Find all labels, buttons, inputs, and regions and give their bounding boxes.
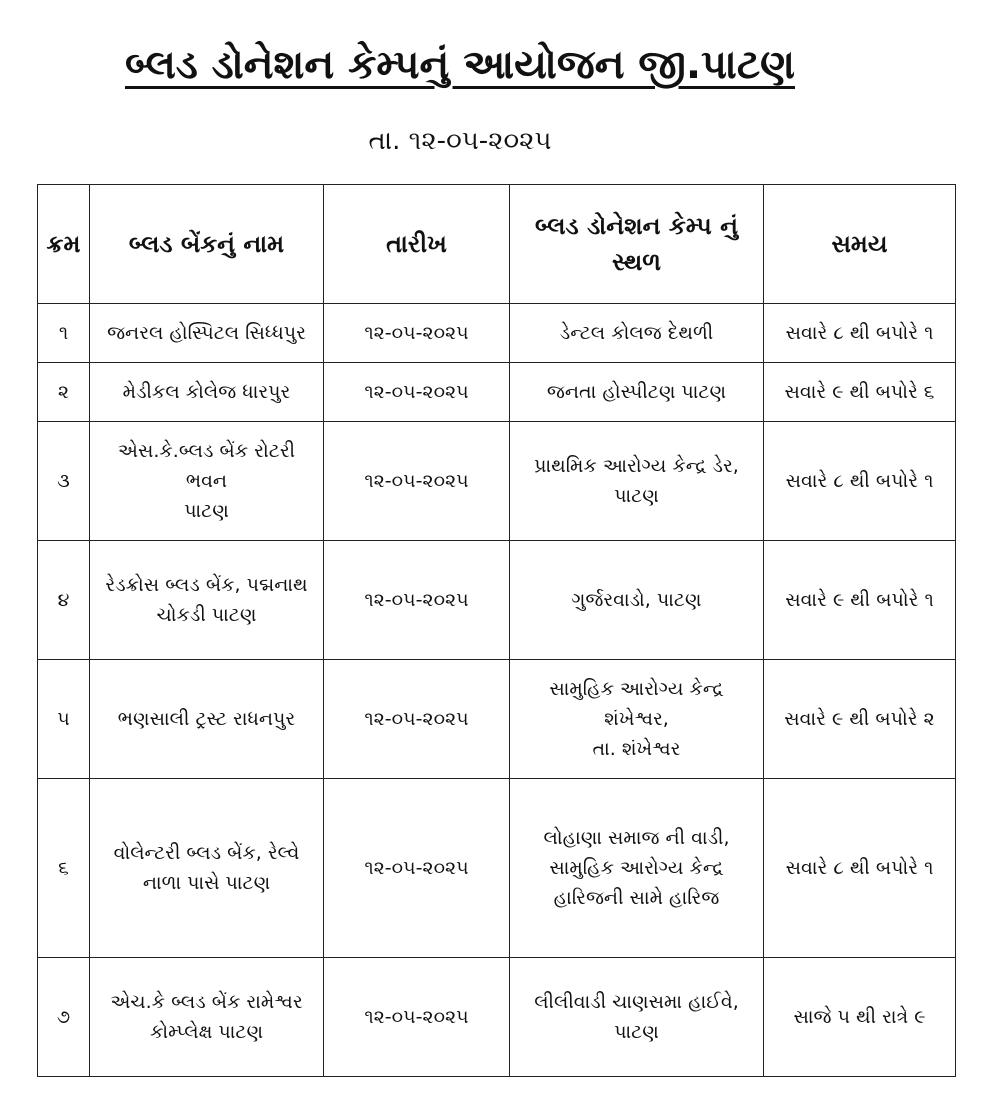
cell-line: તા. શંખેશ્વર xyxy=(592,738,681,760)
row-blood-bank xyxy=(90,304,324,363)
cell-line: પાટણ xyxy=(184,500,229,522)
cell-line: જનરલ હોસ્પિટલ સિધ્ધપુર xyxy=(107,322,306,344)
row-blood-bank xyxy=(90,541,324,660)
table-row xyxy=(38,363,956,422)
cell-line: લોહાણા સમાજ ની વાડી, xyxy=(543,827,730,849)
page-date: તા. ૧૨-૦૫-૨૦૨૫ xyxy=(368,126,552,156)
row-blood-bank xyxy=(90,660,324,779)
row-serial: ૫ xyxy=(38,660,90,779)
row-time: સવારે ૮ થી બપોરે ૧ xyxy=(764,304,956,363)
row-date: ૧૨-૦૫-૨૦૨૫ xyxy=(324,779,510,958)
row-date: ૧૨-૦૫-૨૦૨૫ xyxy=(324,304,510,363)
row-camp-location xyxy=(510,422,764,541)
row-camp-location xyxy=(510,660,764,779)
row-time: સવારે ૮ થી બપોરે ૧ xyxy=(764,422,956,541)
cell-line: એસ.કે.બ્લડ બેંક રોટરી ભવન xyxy=(117,440,296,492)
row-serial: ૧ xyxy=(38,304,90,363)
cell-line: હારિજની સામે હારિજ xyxy=(553,887,720,909)
table-row xyxy=(38,422,956,541)
row-time: સાજે ૫ થી રાત્રે ૯ xyxy=(764,958,956,1077)
cell-line: ડેન્ટલ કોલજ દેથળી xyxy=(559,322,714,344)
row-date: ૧૨-૦૫-૨૦૨૫ xyxy=(324,958,510,1077)
table-row xyxy=(38,541,956,660)
row-camp-location xyxy=(510,304,764,363)
cell-line: એચ.કે બ્લડ બેંક રામેશ્વર xyxy=(110,991,303,1013)
cell-line: લીલીવાડી ચાણસમા હાઈવે, xyxy=(534,991,739,1013)
table-row xyxy=(38,660,956,779)
row-serial: ૨ xyxy=(38,363,90,422)
row-blood-bank xyxy=(90,779,324,958)
row-serial: ૭ xyxy=(38,958,90,1077)
column-header-time: સમય xyxy=(764,185,956,304)
column-header-camp-location: બ્લડ ડોનેશન કેમ્પ નું સ્થળ xyxy=(510,185,764,304)
row-time: સવારે ૯ થી બપોરે ૨ xyxy=(764,660,956,779)
table-row xyxy=(38,779,956,958)
row-serial: ૪ xyxy=(38,541,90,660)
table-row xyxy=(38,958,956,1077)
cell-line: વોલેન્ટરી બ્લડ બેંક, રેલ્વે xyxy=(113,842,300,864)
cell-line: નાળા પાસે પાટણ xyxy=(142,872,271,894)
cell-line: ગુર્જરવાડો, પાટણ xyxy=(571,589,702,611)
row-blood-bank xyxy=(90,422,324,541)
table-header-row xyxy=(38,185,956,304)
row-blood-bank xyxy=(90,363,324,422)
table-row xyxy=(38,304,956,363)
column-header-serial: ક્રમ xyxy=(38,185,90,304)
row-time: સવારે ૯ થી બપોરે ૬ xyxy=(764,363,956,422)
row-date: ૧૨-૦૫-૨૦૨૫ xyxy=(324,541,510,660)
cell-line: મેડીકલ કોલેજ ધારપુર xyxy=(122,381,291,403)
cell-line: સામુહિક આરોગ્ય કેન્દ્ર xyxy=(549,857,724,879)
row-camp-location xyxy=(510,541,764,660)
row-blood-bank xyxy=(90,958,324,1077)
cell-line: જનતા હોસ્પીટણ પાટણ xyxy=(546,381,727,403)
row-serial: ૬ xyxy=(38,779,90,958)
row-camp-location xyxy=(510,363,764,422)
row-date: ૧૨-૦૫-૨૦૨૫ xyxy=(324,422,510,541)
row-camp-location xyxy=(510,779,764,958)
column-header-blood-bank: બ્લડ બેંકનું નામ xyxy=(90,185,324,304)
cell-line: ભણસાલી ટ્રસ્ટ રાધનપુર xyxy=(117,708,296,730)
cell-line: કોમ્પ્લેક્ષ પાટણ xyxy=(149,1021,264,1043)
cell-line: પ્રાથમિક આરોગ્ય કેન્દ્ર ડેર, xyxy=(534,455,739,477)
row-serial: ૩ xyxy=(38,422,90,541)
row-date: ૧૨-૦૫-૨૦૨૫ xyxy=(324,363,510,422)
row-time: સવારે ૯ થી બપોરે ૧ xyxy=(764,541,956,660)
cell-line: પાટણ xyxy=(614,485,659,507)
row-date: ૧૨-૦૫-૨૦૨૫ xyxy=(324,660,510,779)
page-title: બ્લડ ડોનેશન કેમ્પનું આયોજન જી.પાટણ xyxy=(125,42,795,88)
cell-line: સામુહિક આરોગ્ય કેન્દ્ર શંખેશ્વર, xyxy=(549,678,724,730)
column-header-date: તારીખ xyxy=(324,185,510,304)
cell-line: ચોકડી પાટણ xyxy=(156,604,257,626)
cell-line: પાટણ xyxy=(614,1021,659,1043)
camp-schedule-table xyxy=(37,184,956,1077)
row-camp-location xyxy=(510,958,764,1077)
cell-line: રેડક્રોસ બ્લડ બેંક, પદ્મનાથ xyxy=(105,574,308,596)
row-time: સવારે ૮ થી બપોરે ૧ xyxy=(764,779,956,958)
